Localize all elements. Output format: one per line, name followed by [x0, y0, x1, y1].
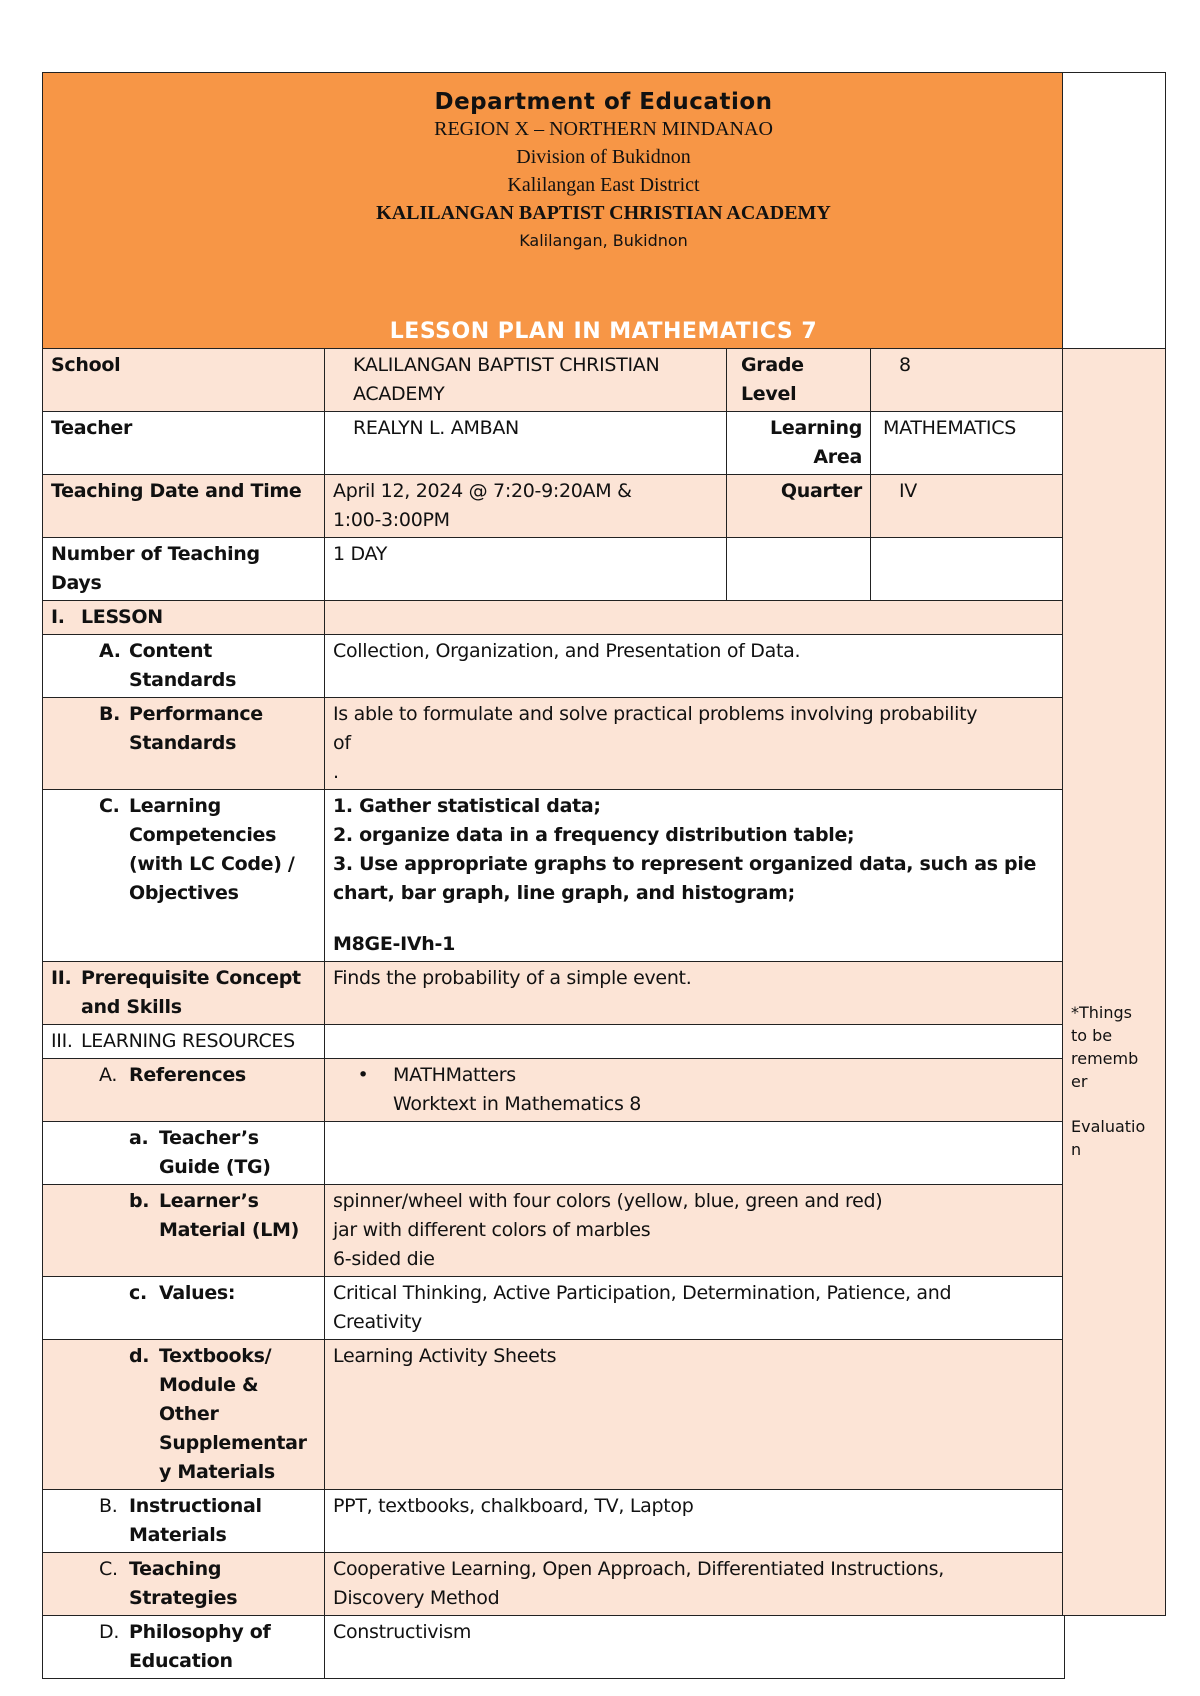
table-row-date [43, 475, 1065, 538]
side-note-line: rememb [1071, 1049, 1139, 1068]
table-row-instructional-materials [43, 1490, 1065, 1553]
empty-cell [325, 601, 1065, 635]
lc-code: M8GE-IVh-1 [333, 933, 455, 955]
side-note-line: *Things [1071, 1003, 1132, 1022]
resources-section-heading: III. LEARNING RESOURCES [43, 1025, 325, 1059]
empty-cell [871, 538, 1065, 601]
table-row-philosophy [43, 1616, 1065, 1679]
references-label: A. References [43, 1059, 325, 1122]
prerequisite-label: II. Prerequisite Concept and Skills [43, 962, 325, 1025]
table-row-learners-material [43, 1185, 1065, 1277]
lesson-section-heading: I. LESSON [43, 601, 325, 635]
table-row-competencies [43, 790, 1065, 962]
table-row-values [43, 1277, 1065, 1340]
values-label: c. Values: [43, 1277, 325, 1340]
district-line: Kalilangan East District [507, 174, 700, 196]
region-line: REGION X – NORTHERN MINDANAO [434, 118, 773, 140]
textbooks-label: d. Textbooks/ Module & Other Supplementar y Materials [43, 1340, 325, 1490]
table-row-teachers-guide [43, 1122, 1065, 1185]
table-row-prerequisite [43, 962, 1065, 1025]
days-value: 1 DAY [325, 538, 727, 601]
quarter-label: Quarter [727, 475, 871, 538]
instructional-materials-value: PPT, textbooks, chalkboard, TV, Laptop [325, 1490, 1065, 1553]
instructional-materials-label: B. Instructional Materials [43, 1490, 325, 1553]
date-label: Teaching Date and Time [43, 475, 325, 538]
performance-standards-value: Is able to formulate and solve practical problems involving probability of . [325, 698, 1065, 790]
competencies-label: C. Learning Competencies (with LC Code) / Objectives [43, 790, 325, 962]
competencies-value: 1. Gather statistical data; 2. organize data in a frequency distribution table; 3. Use appropriate graphs to represent organized data, such as pie chart, bar graph, line graph, and histogram; M8GE-IVh-1 [325, 790, 1065, 962]
philosophy-value: Constructivism [325, 1616, 1065, 1679]
table-row-days [43, 538, 1065, 601]
prerequisite-value: Finds the probability of a simple event. [325, 962, 1065, 1025]
teaching-strategies-label: C. Teaching Strategies [43, 1553, 325, 1616]
content-standards-value: Collection, Organization, and Presentation of Data. [325, 635, 1065, 698]
grade-value: 8 [871, 349, 1065, 412]
teachers-guide-label: a. Teacher’s Guide (TG) [43, 1122, 325, 1185]
learning-area-value: MATHEMATICS [871, 412, 1065, 475]
school-name: KALILANGAN BAPTIST CHRISTIAN ACADEMY [376, 202, 831, 224]
table-row-teaching-strategies [43, 1553, 1065, 1616]
learners-material-label: b. Learner’s Material (LM) [43, 1185, 325, 1277]
empty-cell [727, 538, 871, 601]
grade-label: Grade Level [727, 349, 871, 412]
table-row-school [43, 349, 1065, 412]
side-note-line: n [1071, 1140, 1082, 1159]
school-location: Kalilangan, Bukidnon [519, 231, 688, 250]
school-label: School [43, 349, 325, 412]
table-row-references [43, 1059, 1065, 1122]
plan-title: LESSON PLAN IN MATHEMATICS 7 [389, 319, 818, 344]
teacher-label: Teacher [43, 412, 325, 475]
philosophy-label: D. Philosophy of Education [43, 1616, 325, 1679]
empty-cell [325, 1025, 1065, 1059]
table-row-textbooks [43, 1340, 1065, 1490]
table-row-performance-standards [43, 698, 1065, 790]
empty-cell [325, 1122, 1065, 1185]
side-note-line: Evaluatio [1071, 1117, 1146, 1136]
table-row-content-standards [43, 635, 1065, 698]
performance-standards-label: B. Performance Standards [43, 698, 325, 790]
learning-area-label: Learning Area [727, 412, 871, 475]
document-header [42, 72, 1164, 350]
side-note-column [1062, 348, 1166, 1616]
table-row-teacher [43, 412, 1065, 475]
references-value: • MATHMatters Worktext in Mathematics 8 [325, 1059, 1065, 1122]
textbooks-value: Learning Activity Sheets [325, 1340, 1065, 1490]
values-value: Critical Thinking, Active Participation, Determination, Patience, and Creativity [325, 1277, 1065, 1340]
side-note-line: er [1071, 1072, 1088, 1091]
section-row-resources [43, 1025, 1065, 1059]
department-title: Department of Education [434, 89, 773, 115]
learners-material-value: spinner/wheel with four colors (yellow, blue, green and red) jar with different colors of marbles 6-sided die [325, 1185, 1065, 1277]
division-line: Division of Bukidnon [516, 146, 691, 168]
teaching-strategies-value: Cooperative Learning, Open Approach, Differentiated Instructions, Discovery Method [325, 1553, 1065, 1616]
lesson-plan-table [42, 348, 1065, 1679]
content-standards-label: A. Content Standards [43, 635, 325, 698]
date-value: April 12, 2024 @ 7:20-9:20AM & 1:00-3:00PM [325, 475, 727, 538]
side-note-line: to be [1071, 1026, 1113, 1045]
bullet-icon: • [357, 1064, 369, 1086]
header-side-cell [1062, 72, 1166, 350]
school-value: KALILANGAN BAPTIST CHRISTIAN ACADEMY [325, 349, 727, 412]
teacher-value: REALYN L. AMBAN [325, 412, 727, 475]
quarter-value: IV [871, 475, 1065, 538]
section-row-lesson [43, 601, 1065, 635]
days-label: Number of Teaching Days [43, 538, 325, 601]
